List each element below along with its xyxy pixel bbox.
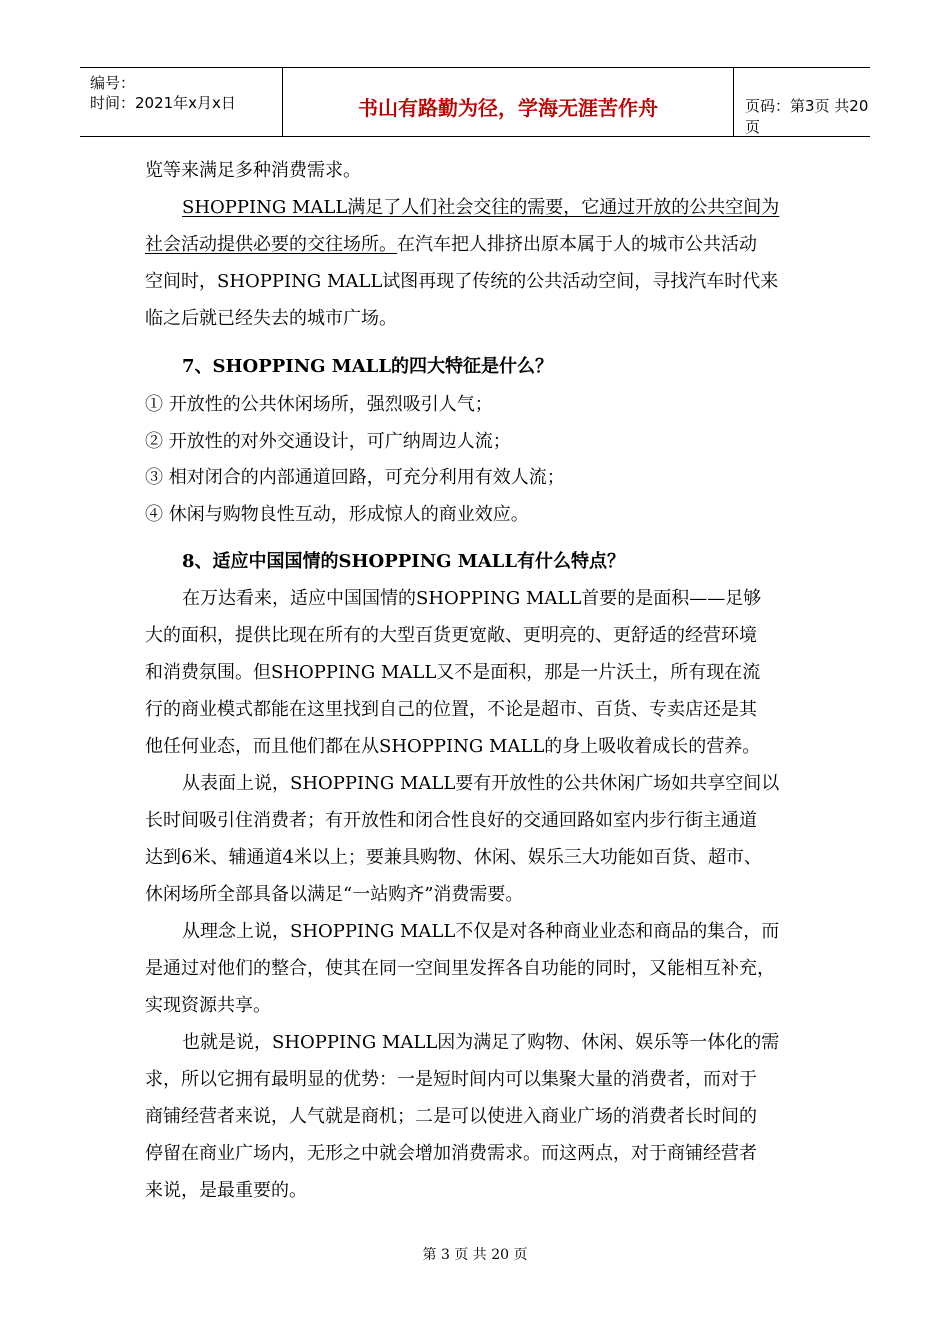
- paragraph-line: 来说，是最重要的。: [145, 1180, 307, 1201]
- paragraph-line: 实现资源共享。: [145, 995, 271, 1016]
- paragraph-line: 和消费氛围。但SHOPPING MALL又不是面积，那是一片沃土，所有现在流: [145, 662, 761, 683]
- paragraph-line: 空间时，SHOPPING MALL试图再现了传统的公共活动空间，寻找汽车时代来: [145, 271, 779, 292]
- paragraph-line: 长时间吸引住消费者；有开放性和闭合性良好的交通回路如室内步行街主通道: [145, 810, 757, 831]
- paragraph-line: 览等来满足多种消费需求。: [145, 160, 361, 181]
- page-footer: 第 3 页 共 20 页: [422, 1247, 528, 1263]
- underlined-text: SHOPPING MALL满足了人们社会交往的需要，它通过开放的公共空间为: [182, 197, 780, 218]
- serial-number-label: 编号：: [90, 74, 136, 92]
- feature-item-4: ④ 休闲与购物良性互动，形成惊人的商业效应。: [145, 504, 529, 525]
- paragraph-line: 停留在商业广场内，无形之中就会增加消费需求。而这两点，对于商铺经营者: [145, 1143, 757, 1164]
- paragraph-line: 他任何业态，而且他们都在从SHOPPING MALL的身上吸收着成长的营养。: [145, 736, 761, 757]
- page-header: [80, 67, 870, 137]
- header-motto: 书山有路勤为径，学海无涯苦作舟: [358, 96, 658, 120]
- paragraph-line: 临之后就已经失去的城市广场。: [145, 308, 397, 329]
- header-motto-cell: [282, 68, 734, 136]
- section-heading-8: 8、适应中国国情的SHOPPING MALL有什么特点？: [182, 551, 625, 572]
- section-heading-7: 7、SHOPPING MALL的四大特征是什么？: [182, 356, 553, 377]
- header-page-info: 页码：第3页 共20页: [745, 97, 869, 136]
- paragraph-line: [145, 233, 757, 257]
- underlined-text: 社会活动提供必要的交往场所。: [145, 234, 397, 255]
- paragraph-line: 休闲场所全部具备以满足“一站购齐”消费需要。: [145, 884, 524, 905]
- feature-item-2: ② 开放性的对外交通设计，可广纳周边人流；: [145, 431, 511, 452]
- paragraph-line: 行的商业模式都能在这里找到自己的位置，不论是超市、百货、专卖店还是其: [145, 699, 757, 720]
- header-page-cell: [733, 68, 870, 136]
- paragraph-line: 从理念上说，SHOPPING MALL不仅是对各种商业业态和商品的集合，而: [182, 921, 780, 942]
- paragraph-line: 达到6米、辅通道4米以上；要兼具购物、休闲、娱乐三大功能如百货、超市、: [145, 847, 762, 868]
- paragraph-line: 也就是说，SHOPPING MALL因为满足了购物、休闲、娱乐等一体化的需: [182, 1032, 780, 1053]
- feature-item-3: ③ 相对闭合的内部通道回路，可充分利用有效人流；: [145, 467, 565, 488]
- paragraph-line: 从表面上说，SHOPPING MALL要有开放性的公共休闲广场如共享空间以: [182, 773, 780, 794]
- feature-item-1: ① 开放性的公共休闲场所，强烈吸引人气；: [145, 394, 493, 415]
- paragraph-text: 在汽车把人排挤出原本属于人的城市公共活动: [397, 234, 757, 255]
- paragraph-line: 在万达看来，适应中国国情的SHOPPING MALL首要的是面积——足够: [182, 588, 762, 609]
- paragraph-line: 求，所以它拥有最明显的优势：一是短时间内可以集聚大量的消费者，而对于: [145, 1069, 757, 1090]
- paragraph-line: 商铺经营者来说，人气就是商机；二是可以使进入商业广场的消费者长时间的: [145, 1106, 757, 1127]
- header-meta-cell: [80, 68, 280, 136]
- paragraph-line: 是通过对他们的整合，使其在同一空间里发挥各自功能的同时，又能相互补充，: [145, 958, 775, 979]
- date-label: 时间：2021年x月x日: [90, 94, 236, 112]
- paragraph-line: 大的面积，提供比现在所有的大型百货更宽敞、更明亮的、更舒适的经营环境: [145, 625, 757, 646]
